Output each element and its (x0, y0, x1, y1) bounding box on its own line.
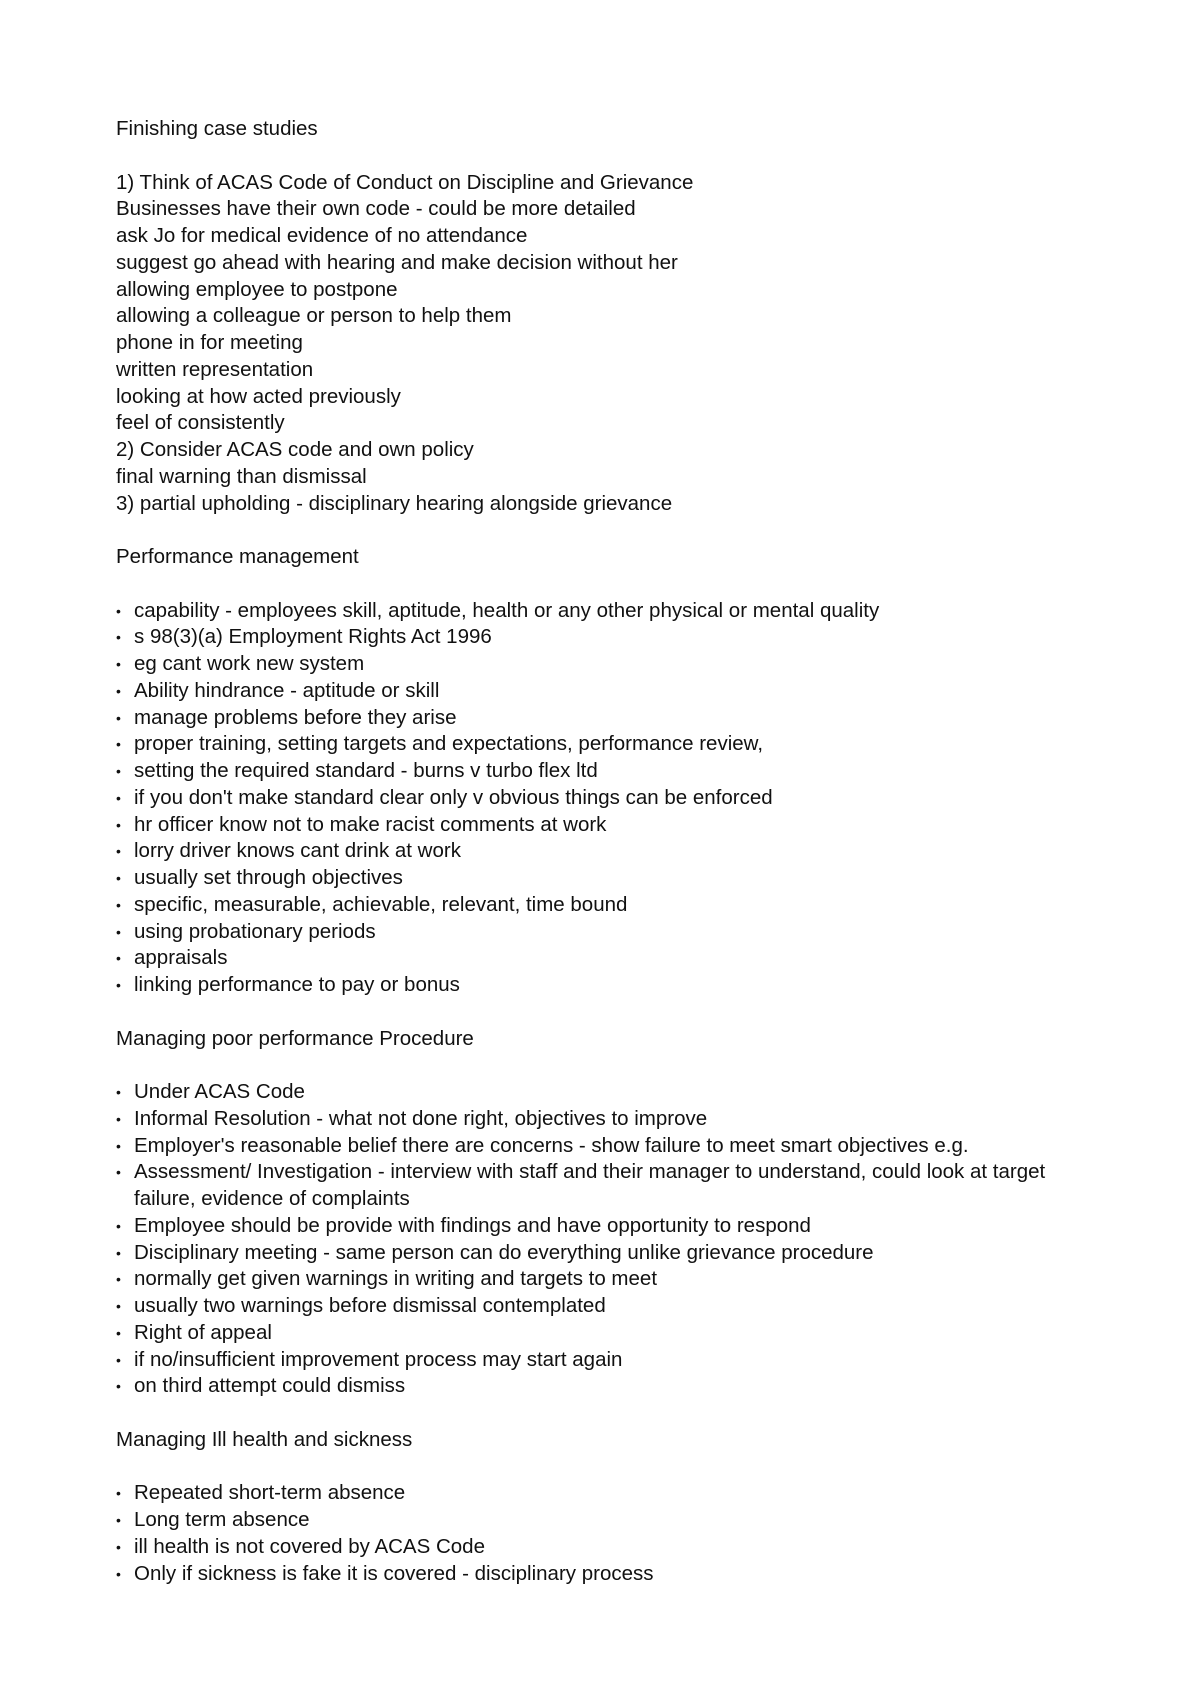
list-item: • Employee should be provide with findings and have opportunity to respond (116, 1213, 1076, 1240)
bullet-icon: • (116, 763, 121, 779)
list-item: • Informal Resolution - what not done right, objectives to improve (116, 1106, 1076, 1133)
bullet-icon: • (116, 1538, 121, 1555)
list-item: • Assessment/ Investigation - interview with staff and their manager to understand, could look at target failure, evidence of complaints (116, 1160, 1046, 1210)
list-item: • Repeated short-term absence (116, 1480, 1076, 1507)
list-item: • setting the required standard - burns v turbo flex ltd (116, 758, 1076, 785)
section-title-performance-management: Performance management (116, 545, 359, 568)
document-body (116, 116, 1076, 1587)
list-item: • if no/insufficient improvement process may start again (116, 1347, 1076, 1374)
list-item: • Under ACAS Code (116, 1079, 1076, 1106)
bullet-icon: • (116, 1565, 121, 1582)
note-line: 1) Think of ACAS Code of Conduct on Discipline and Grievance (116, 170, 694, 194)
list-item: • using probationary periods (116, 919, 1076, 946)
list-item: • Ability hindrance - aptitude or skill (116, 678, 1076, 705)
bullet-icon: • (116, 1244, 121, 1261)
list-item: • Disciplinary meeting - same person can do everything unlike grievance procedure (116, 1240, 1076, 1267)
bullet-icon: • (116, 1512, 121, 1528)
spacer (116, 1454, 1076, 1481)
note-line: final warning than dismissal (116, 464, 367, 488)
note-line: 3) partial upholding - disciplinary hearing alongside grievance (116, 491, 673, 515)
bullet-icon: • (116, 629, 121, 646)
case-study-notes (116, 170, 1076, 518)
list-item: • appraisals (116, 945, 1076, 972)
list-item: • s 98(3)(a) Employment Rights Act 1996 (116, 624, 1076, 651)
bullet-icon: • (116, 789, 121, 806)
list-item: • proper training, setting targets and expectations, performance review, (116, 731, 1076, 758)
bullet-icon: • (116, 1217, 121, 1234)
list-item: • if you don't make standard clear only v obvious things can be enforced (116, 785, 1076, 812)
note-line: phone in for meeting (116, 331, 303, 354)
bullet-icon: • (116, 1084, 121, 1100)
bullet-icon: • (116, 1351, 121, 1368)
note-line: allowing a colleague or person to help them (116, 304, 512, 328)
note-line: suggest go ahead with hearing and make decision without her (116, 250, 678, 274)
bullet-icon: • (116, 1110, 121, 1127)
bullet-icon: • (116, 1164, 121, 1181)
bullet-icon: • (116, 870, 121, 886)
list-item: • Right of appeal (116, 1320, 1076, 1347)
note-line: 2) Consider ACAS code and own policy (116, 438, 474, 461)
spacer (116, 999, 1076, 1026)
poor-performance-procedure-list (116, 1079, 1076, 1400)
bullet-icon: • (116, 682, 121, 699)
spacer (116, 571, 1076, 598)
note-line: Businesses have their own code - could be more detailed (116, 197, 636, 221)
bullet-icon: • (116, 896, 121, 913)
bullet-icon: • (116, 602, 121, 619)
list-item: • ill health is not covered by ACAS Code (116, 1534, 1076, 1561)
list-item: • Employer's reasonable belief there are concerns - show failure to meet smart objectives e.g. (116, 1133, 1076, 1160)
spacer (116, 1052, 1076, 1079)
spacer (116, 1400, 1076, 1427)
list-item: • hr officer know not to make racist comments at work (116, 812, 1076, 839)
list-item: • usually two warnings before dismissal contemplated (116, 1293, 1076, 1320)
ill-health-list (116, 1480, 1076, 1587)
section-title-finishing-case-studies: Finishing case studies (116, 117, 318, 140)
bullet-icon: • (116, 1378, 121, 1395)
section-title-ill-health-sickness: Managing Ill health and sickness (116, 1427, 413, 1451)
list-item: • specific, measurable, achievable, relevant, time bound (116, 892, 1076, 919)
note-line: ask Jo for medical evidence of no attendance (116, 224, 528, 247)
bullet-icon: • (116, 709, 121, 726)
bullet-icon: • (116, 1324, 121, 1341)
bullet-icon: • (116, 656, 121, 672)
bullet-icon: • (116, 736, 121, 753)
bullet-icon: • (116, 1298, 121, 1314)
bullet-icon: • (116, 843, 121, 860)
section-title-managing-poor-performance: Managing poor performance Procedure (116, 1026, 474, 1050)
note-line: looking at how acted previously (116, 384, 401, 408)
bullet-icon: • (116, 950, 121, 967)
bullet-icon: • (116, 1485, 121, 1502)
note-line: feel of consistently (116, 411, 285, 435)
bullet-icon: • (116, 816, 121, 833)
note-line: allowing employee to postpone (116, 277, 398, 301)
bullet-icon: • (116, 923, 121, 940)
list-item: • Long term absence (116, 1507, 1076, 1534)
note-line: written representation (116, 357, 314, 381)
list-item: • on third attempt could dismiss (116, 1373, 1076, 1400)
list-item: • eg cant work new system (116, 651, 1076, 678)
list-item: • linking performance to pay or bonus (116, 972, 1076, 999)
spacer (116, 517, 1076, 544)
bullet-icon: • (116, 977, 121, 993)
list-item: • lorry driver knows cant drink at work (116, 838, 1076, 865)
performance-management-list (116, 598, 1076, 999)
bullet-icon: • (116, 1271, 121, 1288)
list-item: • usually set through objectives (116, 865, 1076, 892)
bullet-icon: • (116, 1137, 121, 1154)
list-item: • manage problems before they arise (116, 705, 1076, 732)
list-item: • capability - employees skill, aptitude, health or any other physical or mental quality (116, 598, 1076, 625)
list-item: • Only if sickness is fake it is covered - disciplinary process (116, 1561, 1076, 1588)
list-item: • normally get given warnings in writing and targets to meet (116, 1266, 1076, 1293)
spacer (116, 143, 1076, 170)
